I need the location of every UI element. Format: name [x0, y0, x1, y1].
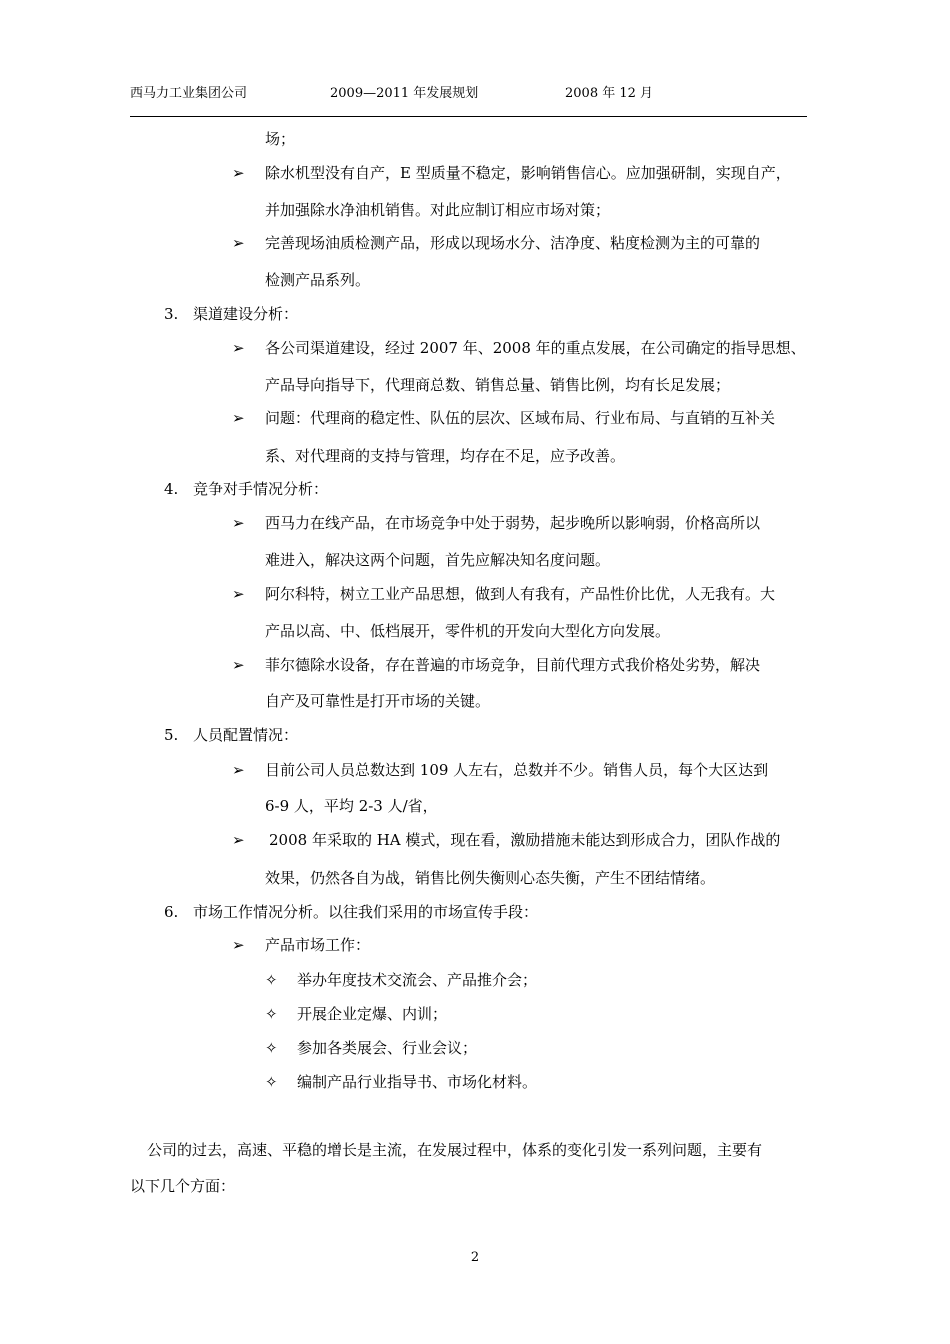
text-line: 完善现场油质检测产品，形成以现场水分、洁净度、粘度检测为主的可靠的	[265, 234, 761, 252]
arrow-bullet-icon: ➢	[232, 656, 245, 674]
text-line: 并加强除水净油机销售。对此应制订相应市场对策；	[265, 201, 611, 219]
arrow-bullet-icon: ➢	[232, 234, 245, 252]
paragraph-line: 以下几个方面：	[130, 1177, 236, 1195]
header-title: 2009—2011 年发展规划	[330, 86, 479, 101]
text-line: 检测产品系列。	[265, 271, 371, 289]
text-line: 编制产品行业指导书、市场化材料。	[297, 1073, 538, 1091]
arrow-bullet-icon: ➢	[232, 936, 245, 954]
page-number: 2	[470, 1250, 480, 1265]
arrow-bullet-icon: ➢	[232, 339, 245, 357]
arrow-bullet-icon: ➢	[232, 831, 245, 849]
text-line: 问题：代理商的稳定性、队伍的层次、区域布局、行业布局、与直销的互补关	[265, 409, 776, 427]
text-line: 产品市场工作：	[265, 936, 371, 954]
text-line: 2008 年采取的 HA 模式，现在看，激励措施未能达到形成合力，团队作战的	[269, 831, 781, 849]
arrow-bullet-icon: ➢	[232, 761, 245, 779]
arrow-bullet-icon: ➢	[232, 164, 245, 182]
arrow-bullet-icon: ➢	[232, 585, 245, 603]
text-line: 6-9 人，平均 2-3 人/省，	[265, 797, 438, 815]
diamond-bullet-icon: ✧	[265, 971, 278, 989]
header-company: 西马力工业集团公司	[130, 86, 248, 101]
text-line: 菲尔德除水设备，存在普遍的市场竞争，目前代理方式我价格处劣势，解决	[265, 656, 761, 674]
text-line: 自产及可靠性是打开市场的关键。	[265, 692, 491, 710]
text-line: 产品以高、中、低档展开，零件机的开发向大型化方向发展。	[265, 622, 671, 640]
section-number: 6.	[164, 903, 179, 921]
arrow-bullet-icon: ➢	[232, 514, 245, 532]
header-rule	[130, 116, 807, 117]
header-date: 2008 年 12 月	[565, 86, 654, 101]
text-line: 效果，仍然各自为战，销售比例失衡则心态失衡，产生不团结情绪。	[265, 869, 716, 887]
paragraph-line: 公司的过去，高速、平稳的增长是主流，在发展过程中，体系的变化引发一系列问题，主要有	[147, 1141, 763, 1159]
section-number: 4.	[164, 480, 179, 498]
diamond-bullet-icon: ✧	[265, 1039, 278, 1057]
text-line: 除水机型没有自产，E 型质量不稳定，影响销售信心。应加强研制，实现自产，	[265, 164, 791, 182]
text-line: 参加各类展会、行业会议；	[297, 1039, 478, 1057]
section-heading: 渠道建设分析：	[193, 305, 299, 323]
arrow-bullet-icon: ➢	[232, 409, 245, 427]
diamond-bullet-icon: ✧	[265, 1073, 278, 1091]
section-number: 3.	[164, 305, 179, 323]
section-heading: 人员配置情况：	[193, 726, 299, 744]
text-line: 难进入，解决这两个问题，首先应解决知名度问题。	[265, 551, 611, 569]
text-line: 场；	[265, 130, 296, 148]
text-line: 阿尔科特，树立工业产品思想，做到人有我有，产品性价比优，人无我有。大	[265, 585, 776, 603]
text-line: 产品导向指导下，代理商总数、销售总量、销售比例，均有长足发展；	[265, 376, 731, 394]
section-number: 5.	[164, 726, 179, 744]
text-line: 各公司渠道建设，经过 2007 年、2008 年的重点发展，在公司确定的指导思想、	[265, 339, 806, 357]
text-line: 开展企业定爆、内训；	[297, 1005, 448, 1023]
text-line: 系、对代理商的支持与管理，均存在不足，应予改善。	[265, 447, 626, 465]
section-heading: 竞争对手情况分析：	[193, 480, 329, 498]
section-heading: 市场工作情况分析。以往我们采用的市场宣传手段：	[193, 903, 539, 921]
text-line: 举办年度技术交流会、产品推介会；	[297, 971, 538, 989]
diamond-bullet-icon: ✧	[265, 1005, 278, 1023]
text-line: 西马力在线产品，在市场竞争中处于弱势，起步晚所以影响弱，价格高所以	[265, 514, 761, 532]
text-line: 目前公司人员总数达到 109 人左右，总数并不少。销售人员，每个大区达到	[265, 761, 769, 779]
